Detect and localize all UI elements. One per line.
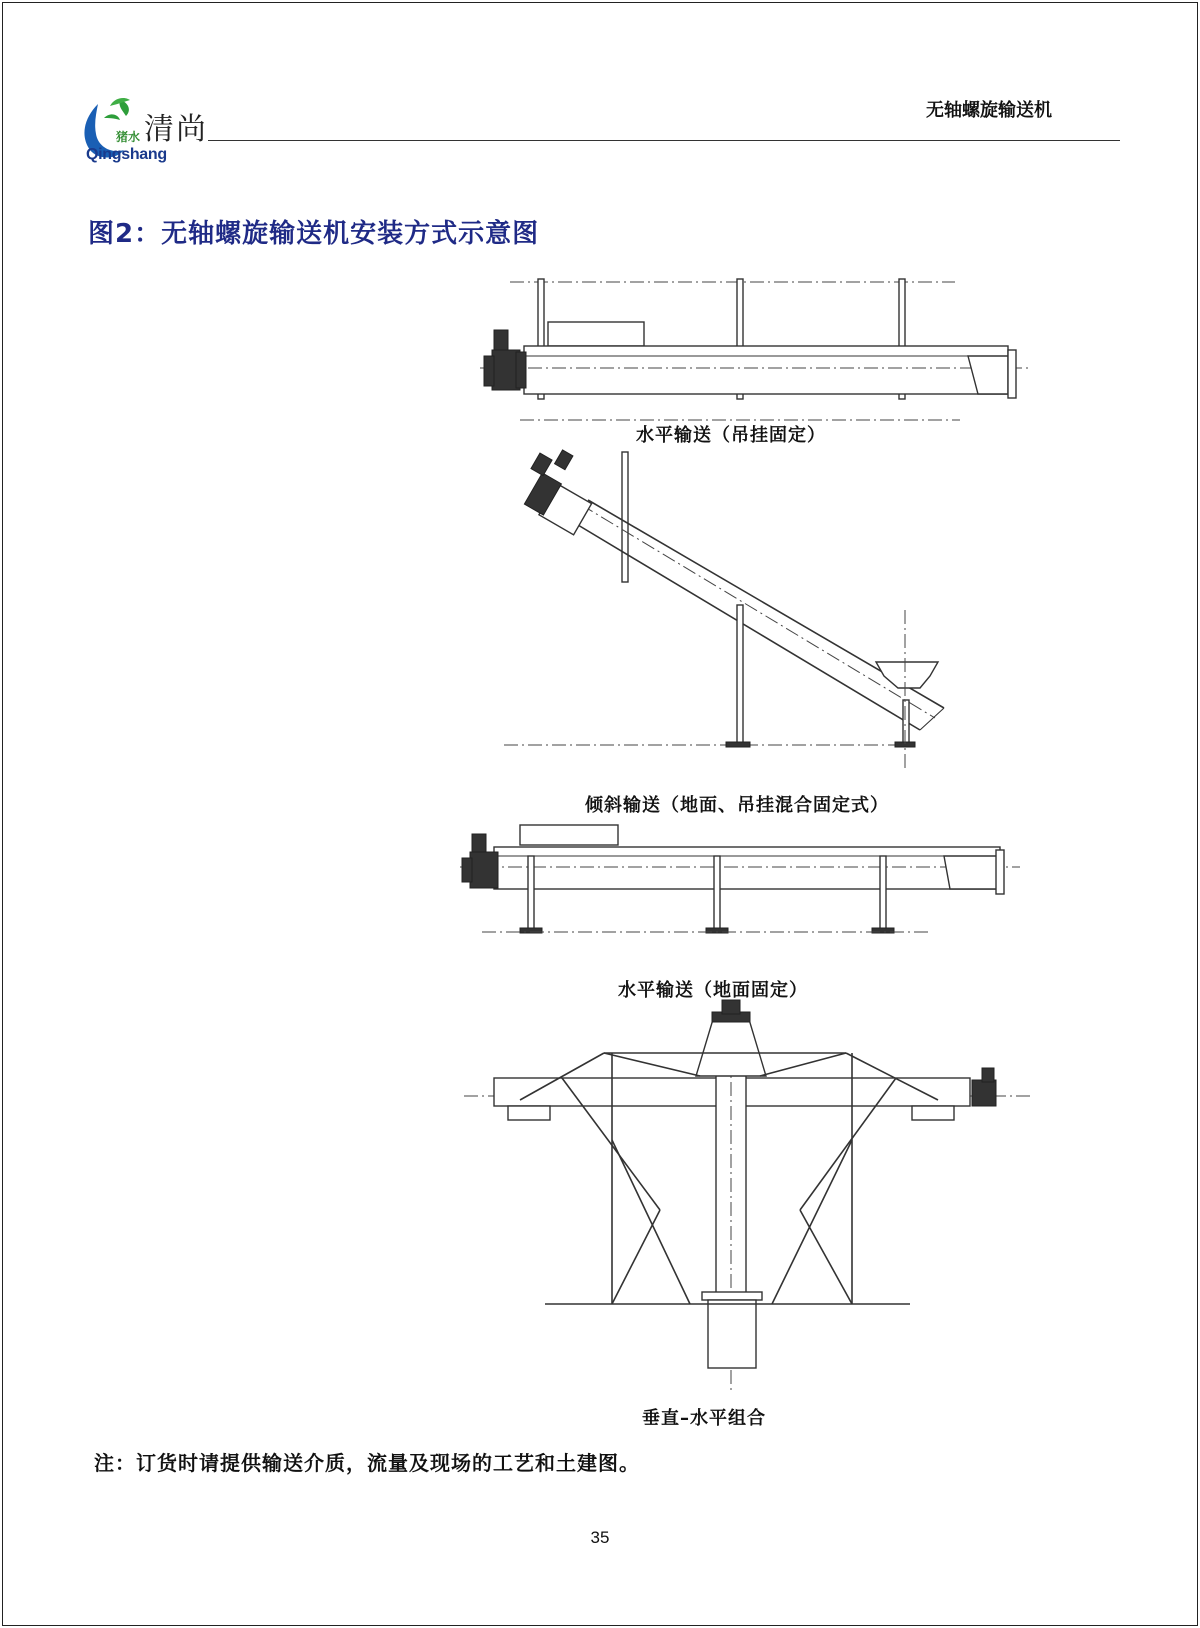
figure-title: 图2：无轴螺旋输送机安装方式示意图 [88, 219, 540, 249]
drawing-horizontal-ground [460, 825, 1020, 933]
caption-horizontal-hanging: 水平输送（吊挂固定） [636, 425, 826, 446]
header-title: 无轴螺旋输送机 [926, 100, 1052, 121]
logo-small-text: 猪水 [116, 130, 141, 144]
caption-horizontal-ground: 水平输送（地面固定） [618, 980, 808, 1001]
page-number: 35 [590, 1528, 610, 1547]
drawing-vertical-horizontal [464, 1000, 1030, 1390]
logo-chinese-text: 清尚 [144, 112, 208, 147]
caption-inclined: 倾斜输送（地面、吊挂混合固定式） [585, 795, 889, 816]
caption-vertical-horizontal: 垂直–水平组合 [642, 1408, 766, 1429]
drawing-inclined [504, 441, 944, 770]
drawing-horizontal-hanging [480, 279, 1030, 420]
order-note: 注：订货时请提供输送介质，流量及现场的工艺和土建图。 [94, 1451, 640, 1475]
logo-latin-text: Qingshang [86, 146, 167, 163]
